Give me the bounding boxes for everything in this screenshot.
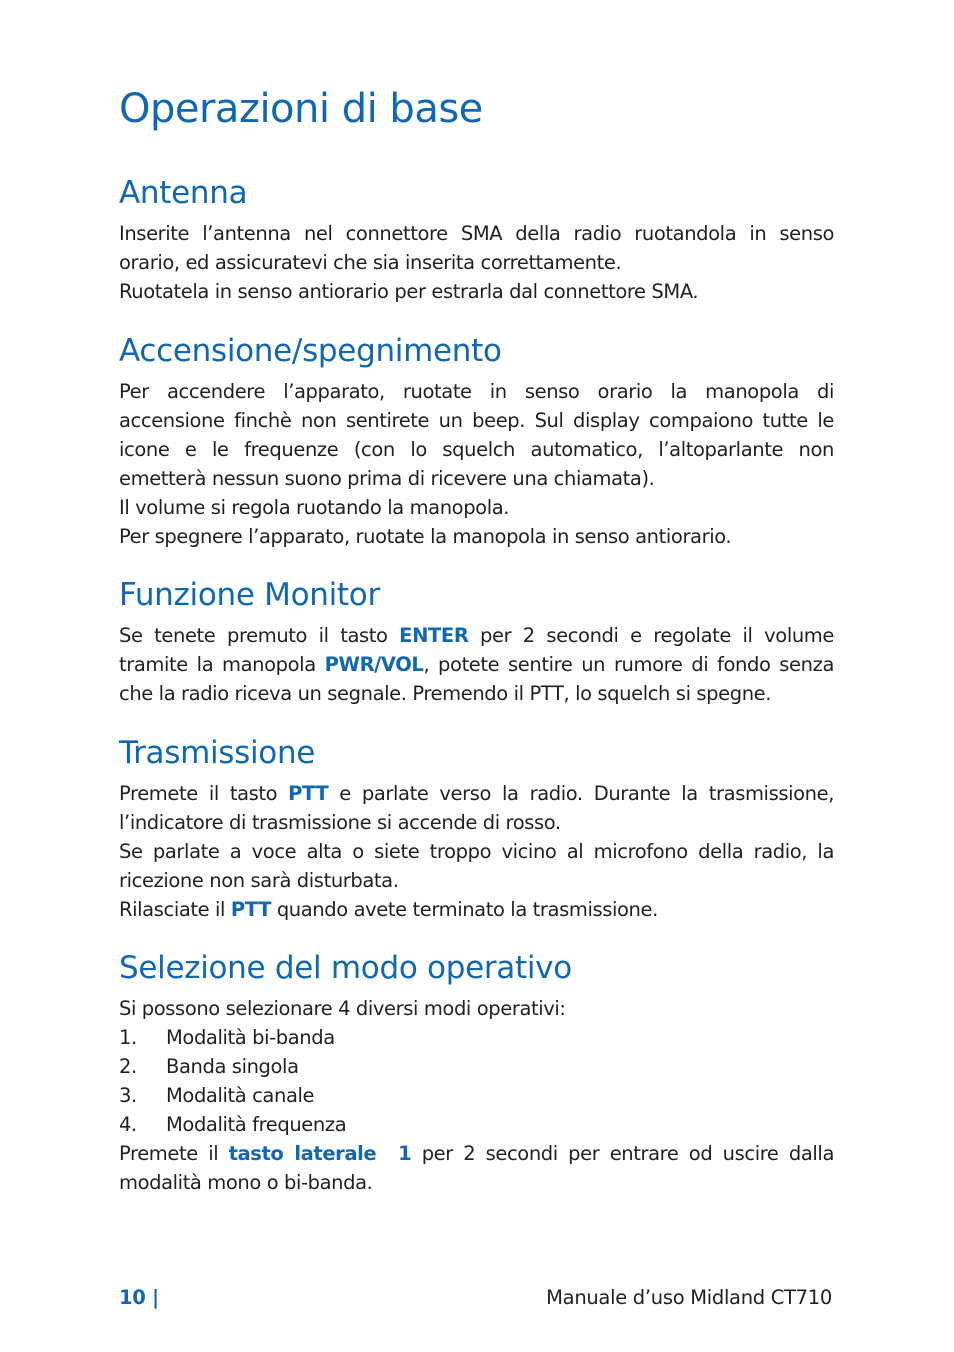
section-transmission bbox=[119, 733, 834, 924]
list-item-text: Modalità bi-banda bbox=[166, 1026, 335, 1049]
section-heading-mode: Selezione del modo operativo bbox=[119, 950, 572, 986]
list-item bbox=[119, 1052, 834, 1081]
list-item-number: 4. bbox=[119, 1113, 137, 1136]
transmission-text-3: Rilasciate il bbox=[119, 898, 231, 921]
monitor-text-3: , potete sentire un rumore di fondo senza che la radio riceva un segnale. Premendo il PTT, lo squelch si spegne. bbox=[119, 653, 834, 705]
section-monitor bbox=[119, 575, 834, 708]
section-heading-antenna: Antenna bbox=[119, 175, 248, 211]
page-title: Operazioni di base bbox=[119, 86, 483, 132]
section-antenna bbox=[119, 173, 834, 306]
mode-paragraph bbox=[119, 1139, 834, 1197]
mode-text-1: Premete il bbox=[119, 1142, 229, 1165]
list-item bbox=[119, 1110, 834, 1139]
transmission-text-1: Premete il tasto bbox=[119, 782, 289, 805]
transmission-paragraph-3 bbox=[119, 895, 834, 924]
list-item-text: Modalità frequenza bbox=[166, 1113, 347, 1136]
list-item-number: 1. bbox=[119, 1026, 137, 1049]
list-item bbox=[119, 1081, 834, 1110]
power-paragraph-1: Per accendere l’apparato, ruotate in senso orario la manopola di accensione finchè non sentirete un beep. Sul display compaiono tutte le icone e le frequenze (con lo squelch automatico, l’altoparlante non emetterà nessun suono prima di ricevere una chiamata). bbox=[119, 380, 834, 490]
section-power bbox=[119, 331, 834, 551]
pwr-vol-knob-label: PWR/VOL bbox=[324, 653, 424, 676]
section-heading-monitor: Funzione Monitor bbox=[119, 577, 380, 613]
mode-text-2: per 2 secondi per entrare od uscire dalla modalità mono o bi-banda. bbox=[119, 1142, 834, 1194]
list-item bbox=[119, 1023, 834, 1052]
list-item-text: Modalità canale bbox=[166, 1084, 315, 1107]
power-paragraph-3: Per spegnere l’apparato, ruotate la manopola in senso antiorario. bbox=[119, 525, 732, 548]
section-heading-transmission: Trasmissione bbox=[119, 735, 316, 771]
ptt-key-label: PTT bbox=[288, 782, 329, 805]
monitor-text-2: per 2 secondi e regolate il volume tramite la manopola bbox=[119, 624, 834, 676]
transmission-text-2: e parlate verso la radio. Durante la trasmissione, l’indicatore di trasmissione si accende di rosso. bbox=[119, 782, 834, 834]
antenna-paragraph-2: Ruotatela in senso antiorario per estrarla dal connettore SMA. bbox=[119, 280, 699, 303]
list-item-number: 3. bbox=[119, 1084, 137, 1107]
section-mode bbox=[119, 948, 834, 1197]
page-number: 10 | bbox=[119, 1286, 159, 1309]
enter-key-label: ENTER bbox=[399, 624, 469, 647]
mode-list bbox=[119, 1023, 834, 1139]
transmission-paragraph-1 bbox=[119, 779, 834, 837]
manual-title: Manuale d’uso Midland CT710 bbox=[546, 1286, 832, 1309]
list-item-number: 2. bbox=[119, 1055, 137, 1078]
ptt-key-label-2: PTT bbox=[230, 898, 272, 921]
side-key-label: tasto laterale 1 bbox=[228, 1142, 412, 1165]
list-item-text: Banda singola bbox=[166, 1055, 299, 1078]
power-paragraph-2: Il volume si regola ruotando la manopola. bbox=[119, 496, 510, 519]
mode-intro: Si possono selezionare 4 diversi modi operativi: bbox=[119, 997, 566, 1020]
antenna-paragraph-1: Inserite l’antenna nel connettore SMA della radio ruotandola in senso orario, ed assicuratevi che sia inserita correttamente. bbox=[119, 222, 834, 274]
monitor-text-1: Se tenete premuto il tasto bbox=[119, 624, 400, 647]
transmission-text-4: quando avete terminato la trasmissione. bbox=[271, 898, 658, 921]
section-heading-power: Accensione/spegnimento bbox=[119, 333, 502, 369]
monitor-paragraph bbox=[119, 621, 834, 708]
transmission-paragraph-2: Se parlate a voce alta o siete troppo vicino al microfono della radio, la ricezione non sarà disturbata. bbox=[119, 840, 834, 892]
